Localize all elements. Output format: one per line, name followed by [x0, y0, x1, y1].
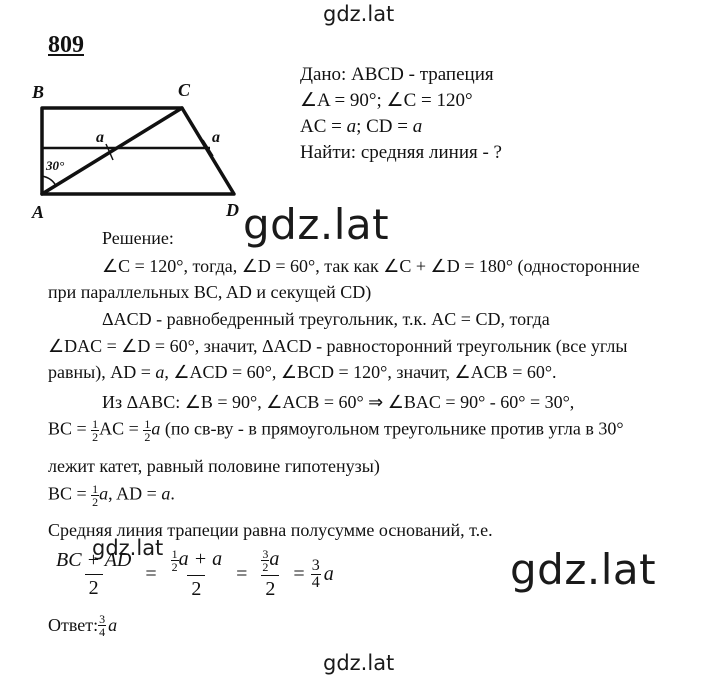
- fraction-half: $\frac{1}{2}$: [144, 417, 151, 444]
- given-line-2: ∠A = 90°; ∠C = 120°: [300, 90, 473, 111]
- answer: Ответ: $\frac{3}{4}$ a: [48, 612, 118, 639]
- formula-fraction-three-halves: $\frac{3}{2}$ a 2: [262, 547, 280, 600]
- fraction-half: $\frac{1}{2}$: [92, 417, 99, 444]
- vertex-d-label: D: [226, 200, 239, 220]
- vertex-c-label: C: [178, 80, 191, 100]
- angle-label: 30°: [46, 158, 65, 173]
- fraction-half: $\frac{1}{2}$: [92, 482, 99, 509]
- watermark-top: gdz.lat: [323, 2, 395, 26]
- solution-heading: Решение:: [102, 228, 174, 248]
- watermark-bottom: gdz.lat: [323, 651, 395, 675]
- solution-line-5: равны), AD = a, ∠ACD = 60°, ∠BCD = 120°, значит, ∠ACB = 60°.: [48, 362, 557, 382]
- solution-line-4: ∠DAC = ∠D = 60°, значит, ΔACD - равносторонний треугольник (все углы: [48, 336, 628, 356]
- formula-fraction-sum: $\frac{1}{2}$ a + a 2: [171, 547, 223, 600]
- diagonal-ac: [42, 108, 182, 194]
- watermark-center: gdz.lat: [243, 200, 390, 249]
- watermark-formula: gdz.lat: [92, 536, 164, 560]
- watermark-right: gdz.lat: [510, 545, 657, 594]
- formula-fraction-result: $\frac{3}{4}$: [311, 557, 320, 591]
- solution-line-9: BC = $\frac{1}{2}$ a, AD = a.: [48, 482, 175, 509]
- solution-line-2: при параллельных BC, AD и секущей CD): [48, 282, 372, 302]
- solution-line-6: Из ΔABC: ∠B = 90°, ∠ACB = 60° ⇒ ∠BAC = 90° - 60° = 30°,: [102, 392, 575, 412]
- given-line-1: Дано: ABCD - трапеция: [300, 64, 494, 85]
- answer-fraction: $\frac{3}{4}$: [99, 612, 106, 639]
- label-a-side: a: [212, 129, 220, 146]
- trapezoid-figure: [22, 70, 282, 230]
- solution-line-1: ∠C = 120°, тогда, ∠D = 60°, так как ∠C + ∠D = 180° (односторонние: [102, 256, 640, 276]
- vertex-b-label: B: [32, 82, 45, 102]
- given-line-3: AC = a; CD = a: [300, 116, 423, 137]
- vertex-a-label: A: [32, 202, 45, 222]
- solution-line-10: Средняя линия трапеции равна полусумме оснований, т.е.: [48, 520, 493, 540]
- angle-arc: [42, 176, 56, 186]
- label-a-diagonal: a: [96, 129, 104, 146]
- midline-formula: $\frac{BC + AD}{2}$ = $\frac{1}{2}$ a + a 2 = $\frac{3}{2}$ a 2 = $\frac{3}{4}$ a: [48, 548, 334, 601]
- given-block: [300, 62, 502, 166]
- problem-number: 809: [48, 32, 84, 58]
- trapezoid-outline: [42, 108, 234, 194]
- solution-line-8: лежит катет, равный половине гипотенузы): [48, 456, 380, 476]
- given-line-4: Найти: средняя линия - ?: [300, 142, 502, 163]
- solution-line-3: ΔACD - равнобедренный треугольник, т.к. AC = CD, тогда: [102, 309, 550, 329]
- formula-fraction-bases: $\frac{BC + AD}{2}$: [56, 549, 132, 599]
- solution-line-7: BC = $\frac{1}{2}$ AC = $\frac{1}{2}$ a (по св-ву - в прямоугольном треугольнике против угла в 30°: [48, 417, 624, 444]
